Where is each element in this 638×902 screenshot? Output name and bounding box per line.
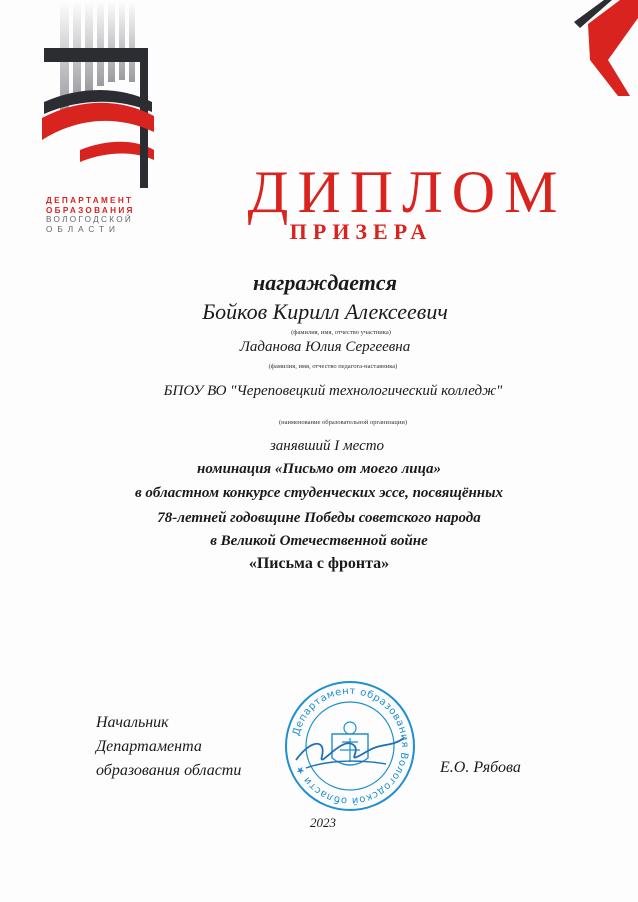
achievement-nomination: номинация «Письмо от моего лица» [197,461,441,477]
corner-decoration [568,0,638,100]
organization-name: БПОУ ВО "Череповецкий технологический колледж" [163,383,503,399]
logo-line-2: ОБРАЗОВАНИЯ [46,205,135,215]
svg-text:Департамент образования Волого: Департамент образования Вологодской области ★ [291,685,411,807]
achievement-line-3: в областном конкурсе студенческих эссе, посвящённых [134,485,504,501]
awarded-label: награждается [253,270,397,295]
logo-line-4: ОБЛАСТИ [46,224,120,234]
achievement-place: занявший I место [269,438,385,454]
achievement-line-4: 78-летней годовщине Победы советского народа [157,510,481,526]
diploma-title: ДИПЛОМ [247,159,567,225]
participant-name: Бойков Кирилл Алексеевич [202,299,448,324]
achievement-line-5: в Великой Отечественной войне [210,533,428,549]
mentor-name: Ладанова Юлия Сергеевна [239,339,411,355]
logo-line-3: ВОЛОГОДСКОЙ [46,215,134,225]
signer-name: Е.О. Рябова [440,759,521,776]
organization-note: (наименование образовательной организации) [278,419,408,426]
official-stamp [282,678,418,814]
position-line-1: Начальник [96,714,169,731]
mentor-note: (фамилия, имя, отчество педагога-наставника) [268,363,398,370]
diploma-subtitle: ПРИЗЕРА [289,219,433,244]
diploma-year: 2023 [310,815,336,830]
participant-note: (фамилия, имя, отчество участника) [291,329,391,336]
position-line-2: Департамента [96,738,202,755]
logo-line-1: ДЕПАРТАМЕНТ [46,196,134,205]
contest-name: «Письма с фронта» [248,555,390,572]
signatory-position [96,711,241,783]
position-line-3: образования области [96,762,242,779]
